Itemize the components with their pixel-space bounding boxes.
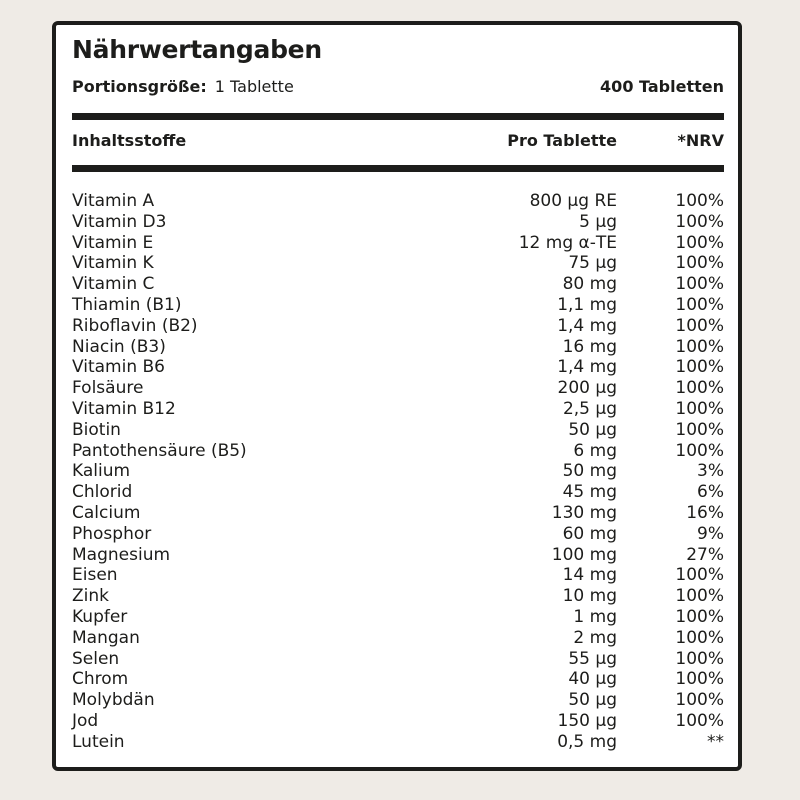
table-row — [72, 628, 724, 649]
nutrient-amount: 40 µg — [568, 669, 617, 690]
nutrient-amount: 50 µg — [568, 690, 617, 711]
nutrient-name: Magnesium — [72, 544, 171, 565]
nutrient-nrv: 100% — [675, 690, 724, 711]
table-row — [72, 732, 724, 753]
nutrient-name: Vitamin A — [72, 191, 155, 211]
nutrient-nrv: 100% — [675, 565, 724, 586]
nutrient-nrv: 100% — [675, 378, 724, 399]
table-row — [72, 690, 724, 711]
nutrient-name: Vitamin E — [72, 232, 154, 253]
table-row — [72, 253, 724, 274]
nutrient-nrv: 6% — [697, 482, 724, 503]
nutrient-amount: 60 mg — [562, 523, 617, 544]
divider-top — [72, 113, 724, 120]
nutrient-name: Niacin (B3) — [72, 336, 166, 357]
table-row — [72, 357, 724, 378]
nutrient-amount: 12 mg α-TE — [518, 232, 617, 253]
table-row — [72, 586, 724, 607]
column-header-ingredient: Inhaltsstoffe — [72, 131, 187, 150]
nutrient-table — [72, 191, 724, 753]
table-row — [72, 378, 724, 399]
nutrient-nrv: 100% — [675, 669, 724, 690]
nutrient-name: Kupfer — [72, 606, 128, 627]
nutrient-amount: 80 mg — [562, 274, 617, 295]
nutrient-amount: 200 µg — [557, 378, 617, 399]
nutrient-name: Eisen — [72, 565, 118, 586]
nutrient-amount: 45 mg — [562, 482, 617, 503]
nutrient-nrv: 100% — [675, 357, 724, 378]
package-count: 400 Tabletten — [600, 77, 724, 96]
nutrient-amount: 130 mg — [551, 502, 617, 523]
nutrient-amount: 800 µg RE — [529, 191, 617, 211]
nutrient-amount: 50 µg — [568, 419, 617, 440]
nutrient-nrv: 100% — [675, 440, 724, 461]
table-row — [72, 441, 724, 462]
nutrient-name: Thiamin (B1) — [72, 294, 182, 315]
nutrient-name: Folsäure — [72, 378, 144, 399]
nutrient-nrv: 100% — [675, 398, 724, 419]
table-row — [72, 316, 724, 337]
nutrient-name: Jod — [72, 710, 99, 731]
table-row — [72, 399, 724, 420]
nutrient-amount: 2,5 µg — [562, 398, 617, 419]
nutrient-name: Calcium — [72, 502, 141, 523]
nutrient-name: Phosphor — [72, 523, 152, 544]
table-row — [72, 274, 724, 295]
nutrient-amount: 1,4 mg — [557, 315, 617, 336]
table-row — [72, 461, 724, 482]
nutrient-nrv: ** — [707, 731, 724, 752]
nutrient-amount: 1,4 mg — [557, 357, 617, 378]
nutrient-nrv: 3% — [697, 461, 724, 482]
nutrient-name: Riboflavin (B2) — [72, 315, 198, 336]
nutrient-amount: 16 mg — [562, 336, 617, 357]
nutrient-amount: 75 µg — [568, 253, 617, 274]
divider-bottom — [72, 165, 724, 172]
nutrient-amount: 6 mg — [573, 440, 617, 461]
nutrient-name: Pantothensäure (B5) — [72, 440, 247, 461]
nutrient-nrv: 100% — [675, 710, 724, 731]
nutrient-nrv: 100% — [675, 586, 724, 607]
nutrition-facts-panel — [52, 21, 742, 771]
nutrient-nrv: 100% — [675, 419, 724, 440]
nutrient-nrv: 100% — [675, 648, 724, 669]
table-row — [72, 503, 724, 524]
nutrient-name: Chrom — [72, 669, 129, 690]
nutrient-amount: 1 mg — [573, 606, 617, 627]
serving-size-label: Portionsgröße: — [72, 77, 207, 96]
table-row — [72, 482, 724, 503]
nutrient-nrv: 100% — [675, 294, 724, 315]
nutrient-name: Lutein — [72, 731, 125, 752]
nutrient-nrv: 100% — [675, 253, 724, 274]
table-row — [72, 711, 724, 732]
nutrient-name: Vitamin B6 — [72, 357, 166, 378]
nutrient-amount: 55 µg — [568, 648, 617, 669]
column-header-per-tablet: Pro Tablette — [507, 131, 617, 150]
nutrient-amount: 50 mg — [562, 461, 617, 482]
table-row — [72, 607, 724, 628]
table-header — [72, 131, 724, 153]
table-row — [72, 649, 724, 670]
serving-size — [72, 77, 294, 96]
table-row — [72, 233, 724, 254]
table-row — [72, 545, 724, 566]
nutrient-nrv: 100% — [675, 232, 724, 253]
serving-size-value: 1 Tablette — [214, 77, 294, 96]
nutrient-amount: 100 mg — [551, 544, 617, 565]
nutrient-amount: 0,5 mg — [557, 731, 617, 752]
nutrient-nrv: 100% — [675, 336, 724, 357]
column-header-nrv: *NRV — [677, 131, 724, 150]
nutrient-nrv: 100% — [675, 211, 724, 232]
table-row — [72, 337, 724, 358]
table-row — [72, 565, 724, 586]
nutrient-name: Kalium — [72, 461, 131, 482]
nutrient-nrv: 100% — [675, 627, 724, 648]
nutrient-nrv: 100% — [675, 191, 724, 211]
nutrient-name: Vitamin K — [72, 253, 154, 274]
table-row — [72, 669, 724, 690]
nutrient-name: Mangan — [72, 627, 140, 648]
nutrient-name: Vitamin C — [72, 274, 155, 295]
nutrient-name: Zink — [72, 586, 109, 607]
table-row — [72, 191, 724, 212]
nutrient-name: Vitamin D3 — [72, 211, 167, 232]
nutrient-amount: 14 mg — [562, 565, 617, 586]
nutrient-amount: 2 mg — [573, 627, 617, 648]
panel-title: Nährwertangaben — [72, 35, 322, 64]
table-row — [72, 420, 724, 441]
table-row — [72, 212, 724, 233]
nutrient-name: Chlorid — [72, 482, 133, 503]
nutrient-nrv: 100% — [675, 274, 724, 295]
nutrient-nrv: 100% — [675, 315, 724, 336]
nutrient-amount: 10 mg — [562, 586, 617, 607]
nutrient-name: Selen — [72, 648, 120, 669]
nutrient-amount: 5 µg — [579, 211, 617, 232]
nutrient-name: Vitamin B12 — [72, 398, 176, 419]
nutrient-amount: 150 µg — [557, 710, 617, 731]
nutrient-nrv: 9% — [697, 523, 724, 544]
nutrient-amount: 1,1 mg — [557, 294, 617, 315]
table-row — [72, 524, 724, 545]
nutrient-name: Biotin — [72, 419, 121, 440]
nutrient-nrv: 16% — [686, 502, 724, 523]
nutrient-nrv: 100% — [675, 606, 724, 627]
nutrient-name: Molybdän — [72, 690, 155, 711]
nutrient-nrv: 27% — [686, 544, 724, 565]
table-row — [72, 295, 724, 316]
